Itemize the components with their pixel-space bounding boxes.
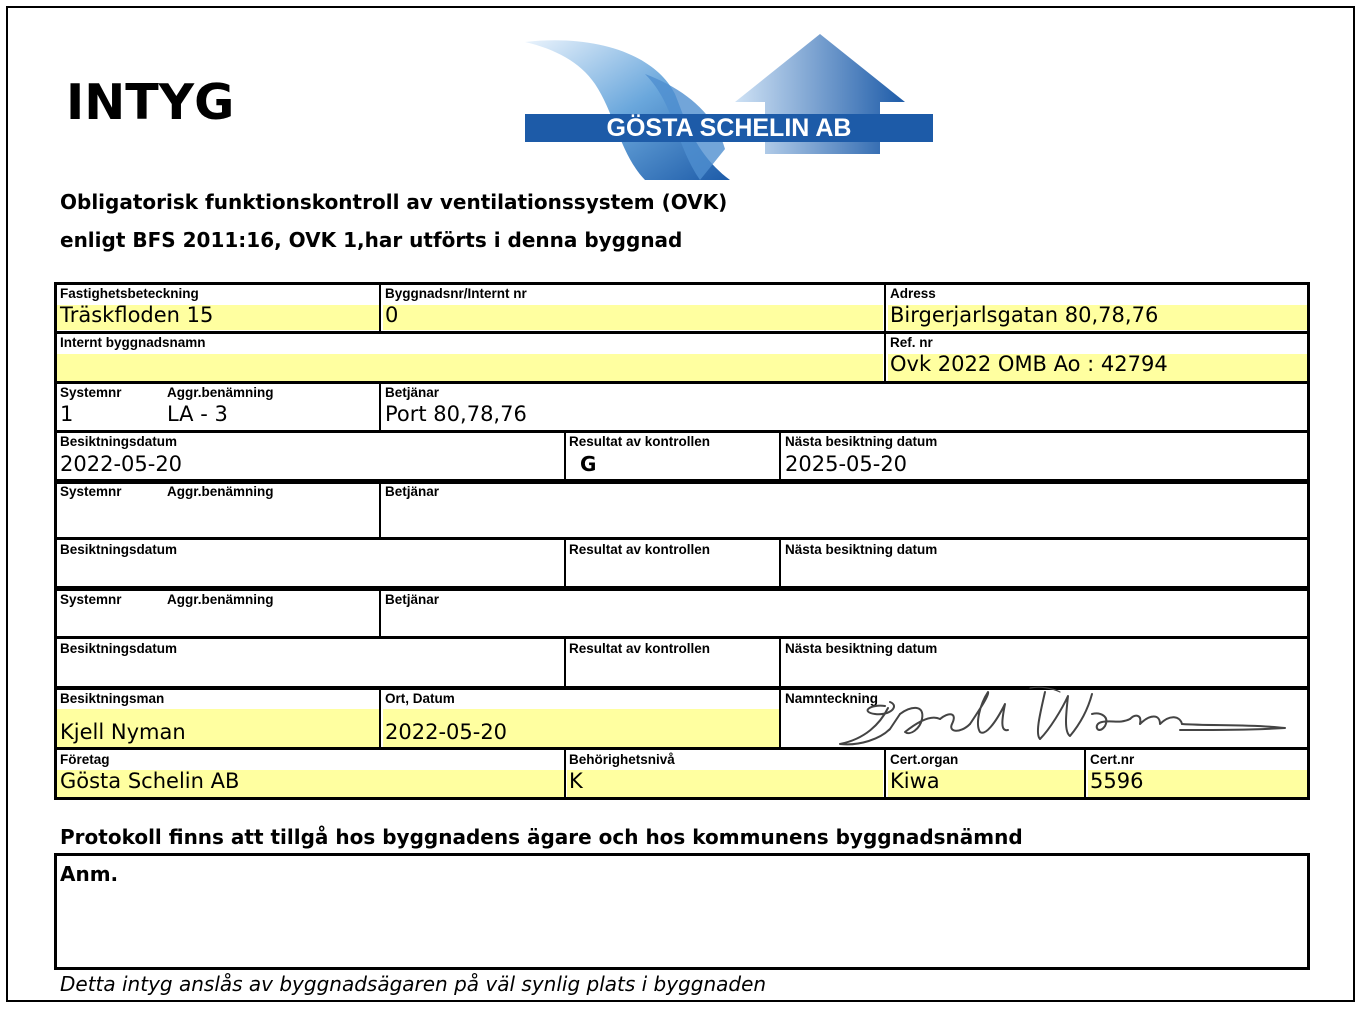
betjanar-label: Betjänar <box>385 484 440 499</box>
betjanar-label: Betjänar <box>385 385 440 400</box>
divider <box>54 636 1310 639</box>
systemnr-label: Systemnr <box>60 484 122 499</box>
divider <box>379 588 381 638</box>
fastighet-label: Fastighetsbeteckning <box>60 286 199 301</box>
anm-box <box>54 853 1310 970</box>
divider <box>564 537 566 589</box>
behorighet-value: K <box>569 769 583 793</box>
divider <box>379 687 381 749</box>
aggr-label: Aggr.benämning <box>167 385 274 400</box>
divider <box>564 747 566 800</box>
footer-note: Detta intyg anslås av byggnadsägaren på väl synlig plats i byggnaden <box>60 972 767 996</box>
signature <box>830 684 1290 754</box>
betjanar-label: Betjänar <box>385 592 440 607</box>
logo-text: GÖSTA SCHELIN AB <box>606 114 852 142</box>
byggnadsnr-value: 0 <box>385 303 399 327</box>
aggr-label: Aggr.benämning <box>167 592 274 607</box>
certorgan-label: Cert.organ <box>890 752 959 767</box>
document-title: INTYG <box>66 74 235 131</box>
systemnr-value: 1 <box>60 402 74 426</box>
divider <box>54 430 1310 433</box>
certnr-label: Cert.nr <box>1090 752 1135 767</box>
behorighet-label: Behörighetsnivå <box>569 752 675 767</box>
divider <box>884 747 886 800</box>
betjanar-value: Port 80,78,76 <box>385 402 527 426</box>
divider <box>779 537 781 589</box>
behorighet-field-bg <box>567 770 883 797</box>
divider <box>779 687 781 749</box>
ort-label: Ort, Datum <box>385 691 455 706</box>
resultat-value: G <box>580 452 597 476</box>
protocol-note: Protokoll finns att tillgå hos byggnadens ägare och hos kommunens byggnadsnämnd <box>60 825 1023 849</box>
aggr-label: Aggr.benämning <box>167 484 274 499</box>
divider <box>379 481 381 539</box>
besiktningsdatum-label: Besiktningsdatum <box>60 641 178 656</box>
company-logo <box>525 34 935 180</box>
besiktningsman-label: Besiktningsman <box>60 691 165 706</box>
internt-field-bg <box>57 354 883 381</box>
nasta-label: Nästa besiktning datum <box>785 542 938 557</box>
divider <box>379 282 381 332</box>
besiktningsdatum-label: Besiktningsdatum <box>60 434 178 449</box>
resultat-label: Resultat av kontrollen <box>569 542 711 557</box>
divider <box>564 636 566 689</box>
internt-label: Internt byggnadsnamn <box>60 335 206 350</box>
divider <box>564 430 566 482</box>
headline-line-1: Obligatorisk funktionskontroll av ventilationssystem (OVK) <box>60 190 728 214</box>
anm-label: Anm. <box>60 862 119 886</box>
fastighet-value: Träskfloden 15 <box>60 303 214 327</box>
ref-label: Ref. nr <box>890 335 933 350</box>
resultat-label: Resultat av kontrollen <box>569 641 711 656</box>
divider <box>779 430 781 482</box>
adress-value: Birgerjarlsgatan 80,78,76 <box>890 303 1159 327</box>
divider <box>54 331 1310 334</box>
divider <box>54 537 1310 540</box>
besiktningsdatum-label: Besiktningsdatum <box>60 542 178 557</box>
besiktningsdatum-value: 2022-05-20 <box>60 452 183 476</box>
systemnr-label: Systemnr <box>60 385 122 400</box>
ort-value: 2022-05-20 <box>385 720 508 744</box>
adress-label: Adress <box>890 286 936 301</box>
aggr-value: LA - 3 <box>167 402 228 426</box>
ref-value: Ovk 2022 OMB Ao : 42794 <box>890 352 1168 376</box>
foretag-value: Gösta Schelin AB <box>60 769 240 793</box>
divider <box>884 282 886 384</box>
systemnr-label: Systemnr <box>60 592 122 607</box>
resultat-label: Resultat av kontrollen <box>569 434 711 449</box>
divider <box>1084 747 1086 800</box>
besiktningsman-value: Kjell Nyman <box>60 720 186 744</box>
divider <box>379 381 381 432</box>
certorgan-value: Kiwa <box>890 769 940 793</box>
foretag-label: Företag <box>60 752 110 767</box>
namnteckning-label: Namnteckning <box>785 691 879 706</box>
certnr-value: 5596 <box>1090 769 1144 793</box>
byggnadsnr-label: Byggnadsnr/Internt nr <box>385 286 527 301</box>
divider <box>779 636 781 689</box>
nasta-value: 2025-05-20 <box>785 452 908 476</box>
byggnadsnr-field-bg <box>383 305 883 330</box>
nasta-label: Nästa besiktning datum <box>785 641 938 656</box>
headline-line-2: enligt BFS 2011:16, OVK 1,har utförts i denna byggnad <box>60 228 683 252</box>
nasta-label: Nästa besiktning datum <box>785 434 938 449</box>
